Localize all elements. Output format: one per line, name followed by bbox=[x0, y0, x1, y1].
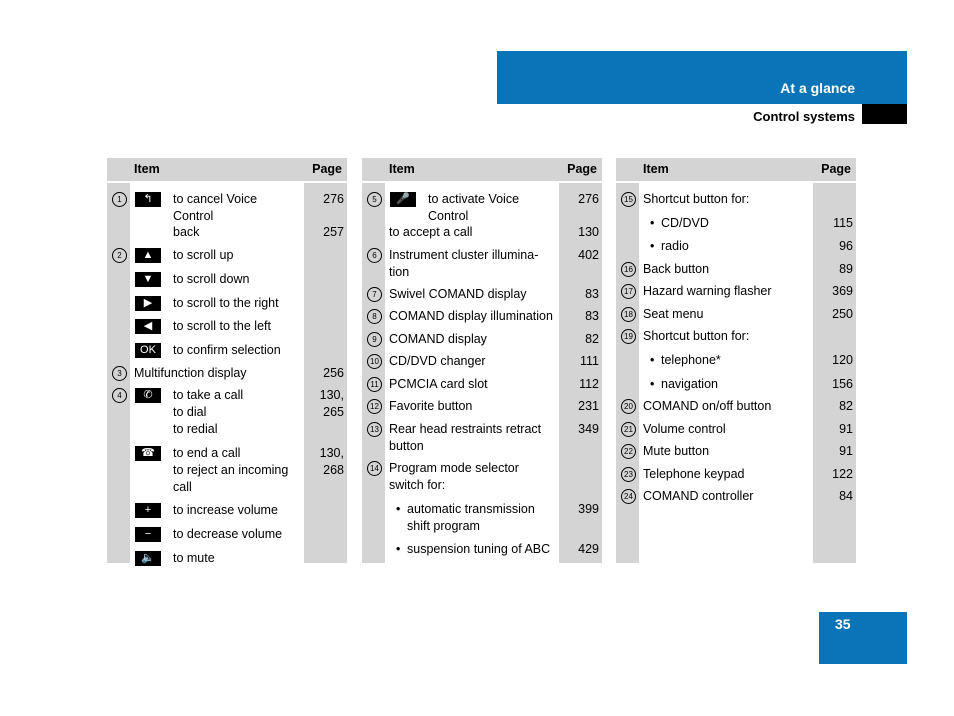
number-column bbox=[107, 158, 130, 563]
item-number: 12 bbox=[367, 399, 382, 414]
item-description: to increase volume bbox=[173, 503, 278, 517]
item-number: 22 bbox=[621, 444, 636, 459]
page-ref bbox=[585, 308, 599, 325]
item-number: 18 bbox=[621, 307, 636, 322]
page-ref bbox=[578, 247, 599, 264]
page-ref bbox=[578, 191, 599, 208]
page-ref-line: 120 bbox=[832, 353, 853, 367]
column-header-item: Item bbox=[134, 162, 160, 176]
item-description: Favorite button bbox=[389, 399, 473, 413]
page-ref-line: 276 bbox=[323, 192, 344, 206]
description-line: shift program bbox=[407, 519, 480, 533]
page-ref bbox=[839, 398, 853, 415]
page-ref-line: 399 bbox=[578, 502, 599, 516]
item-description: to mute bbox=[173, 551, 215, 565]
page-ref bbox=[578, 224, 599, 241]
item-description: suspension tuning of ABC bbox=[407, 542, 551, 556]
page-ref bbox=[578, 421, 599, 438]
item-description: COMAND display bbox=[389, 332, 487, 346]
description-line: switch for: bbox=[389, 478, 446, 492]
page-ref bbox=[578, 501, 599, 518]
bullet: • bbox=[650, 353, 655, 367]
header-bar bbox=[497, 51, 907, 104]
column-header-item: Item bbox=[643, 162, 669, 176]
page-ref bbox=[832, 376, 853, 393]
voice-control-icon: 🎤 bbox=[390, 192, 416, 207]
arrow-down-icon: ▼ bbox=[135, 272, 161, 287]
item-description bbox=[389, 460, 554, 494]
subsection-title: Control systems bbox=[753, 109, 855, 124]
item-description: Mute button bbox=[643, 444, 710, 458]
page-ref-line: 256 bbox=[323, 366, 344, 380]
item-description bbox=[407, 501, 557, 535]
description-line: to cancel Voice bbox=[173, 192, 258, 206]
page-ref bbox=[585, 286, 599, 303]
page-ref bbox=[832, 306, 853, 323]
item-description: to scroll to the right bbox=[173, 296, 279, 310]
page-ref-line: 276 bbox=[578, 192, 599, 206]
page-ref-line: 130, bbox=[319, 388, 344, 402]
page-ref bbox=[839, 421, 853, 438]
item-description: back bbox=[173, 225, 200, 239]
page-ref bbox=[323, 224, 344, 241]
page-ref bbox=[320, 445, 344, 479]
description-line: to activate Voice bbox=[428, 192, 520, 206]
description-line: to reject an incoming bbox=[173, 463, 289, 477]
item-description: COMAND controller bbox=[643, 489, 754, 503]
control-table-3 bbox=[616, 158, 856, 563]
page-column bbox=[304, 158, 347, 563]
description-line: Rear head restraints retract bbox=[389, 422, 542, 436]
table-header bbox=[362, 158, 602, 181]
page-ref-line: 250 bbox=[832, 307, 853, 321]
page-ref-line: 82 bbox=[839, 399, 853, 413]
item-number: 24 bbox=[621, 489, 636, 504]
item-description bbox=[389, 421, 554, 455]
subsection-marker bbox=[862, 104, 907, 124]
page-ref-line: 91 bbox=[839, 444, 853, 458]
control-table-2 bbox=[362, 158, 602, 563]
page-ref bbox=[578, 541, 599, 558]
phone-pickup-icon: ✆ bbox=[135, 388, 161, 403]
page-ref bbox=[832, 352, 853, 369]
item-description: to scroll down bbox=[173, 272, 250, 286]
page-ref bbox=[585, 331, 599, 348]
page-ref bbox=[578, 398, 599, 415]
page-number-box bbox=[819, 612, 907, 664]
page-ref-line: 268 bbox=[323, 463, 344, 477]
page-ref-line: 349 bbox=[578, 422, 599, 436]
table-header bbox=[616, 158, 856, 181]
page-ref bbox=[839, 488, 853, 505]
item-description: Volume control bbox=[643, 422, 726, 436]
minus-icon: − bbox=[135, 527, 161, 542]
item-description bbox=[173, 191, 303, 225]
item-description: to accept a call bbox=[389, 225, 473, 239]
item-number: 21 bbox=[621, 422, 636, 437]
control-table-1 bbox=[107, 158, 347, 563]
item-number: 13 bbox=[367, 422, 382, 437]
header-divider bbox=[107, 181, 347, 183]
page-ref bbox=[832, 283, 853, 300]
item-description: Shortcut button for: bbox=[643, 192, 750, 206]
item-description: CD/DVD bbox=[661, 216, 709, 230]
bullet: • bbox=[650, 216, 655, 230]
item-description: radio bbox=[661, 239, 689, 253]
item-description: COMAND display illumination bbox=[389, 309, 553, 323]
item-number: 4 bbox=[112, 388, 127, 403]
page-ref-line: 265 bbox=[323, 405, 344, 419]
page-ref-line: 115 bbox=[833, 216, 853, 230]
page-ref bbox=[832, 466, 853, 483]
item-number: 6 bbox=[367, 248, 382, 263]
description-line: Control bbox=[428, 209, 469, 223]
column-header-item: Item bbox=[389, 162, 415, 176]
page-ref bbox=[320, 387, 344, 421]
item-number: 20 bbox=[621, 399, 636, 414]
item-number: 3 bbox=[112, 366, 127, 381]
page-ref-line: 83 bbox=[585, 287, 599, 301]
page-ref-line: 122 bbox=[832, 467, 853, 481]
page-ref-line: 156 bbox=[832, 377, 853, 391]
item-number: 9 bbox=[367, 332, 382, 347]
phone-hangup-icon: ☎ bbox=[135, 446, 161, 461]
page-ref bbox=[839, 238, 853, 255]
description-line: call bbox=[173, 480, 192, 494]
item-description: to decrease volume bbox=[173, 527, 283, 541]
item-description: to scroll to the left bbox=[173, 319, 271, 333]
item-number: 23 bbox=[621, 467, 636, 482]
page-ref bbox=[323, 365, 344, 382]
item-number: 16 bbox=[621, 262, 636, 277]
item-number: 11 bbox=[367, 377, 382, 392]
page-ref-line: 84 bbox=[839, 489, 853, 503]
page-ref-line: 369 bbox=[832, 284, 853, 298]
bullet: • bbox=[396, 502, 401, 516]
item-description: Shortcut button for: bbox=[643, 329, 750, 343]
item-description bbox=[428, 191, 558, 225]
item-number: 17 bbox=[621, 284, 636, 299]
return-icon: ↰ bbox=[135, 192, 161, 207]
page-ref-line: 112 bbox=[579, 377, 599, 391]
item-description bbox=[173, 387, 303, 438]
description-line: to take a call bbox=[173, 388, 244, 402]
description-line: Control bbox=[173, 209, 214, 223]
item-number: 2 bbox=[112, 248, 127, 263]
item-number: 5 bbox=[367, 192, 382, 207]
item-description bbox=[173, 445, 303, 496]
item-description: COMAND on/off button bbox=[643, 399, 772, 413]
description-line: automatic transmission bbox=[407, 502, 535, 516]
item-description: Seat menu bbox=[643, 307, 704, 321]
mute-icon: 🔈 bbox=[135, 551, 161, 566]
page-ref bbox=[579, 376, 599, 393]
item-number: 1 bbox=[112, 192, 127, 207]
page-ref-line: 82 bbox=[585, 332, 599, 346]
plus-icon: + bbox=[135, 503, 161, 518]
page-ref bbox=[580, 353, 599, 370]
description-line: to end a call bbox=[173, 446, 241, 460]
page-ref-line: 83 bbox=[585, 309, 599, 323]
page-number: 35 bbox=[835, 616, 851, 632]
header-divider bbox=[362, 181, 602, 183]
table-header bbox=[107, 158, 347, 181]
page-ref-line: 91 bbox=[839, 422, 853, 436]
arrow-right-icon: ▶ bbox=[135, 296, 161, 311]
item-description: Hazard warning flasher bbox=[643, 284, 772, 298]
arrow-left-icon: ◀ bbox=[135, 319, 161, 334]
bullet: • bbox=[396, 542, 401, 556]
page-ref bbox=[323, 191, 344, 208]
item-description: navigation bbox=[661, 377, 718, 391]
bullet: • bbox=[650, 239, 655, 253]
page-ref-line: 96 bbox=[839, 239, 853, 253]
page-ref-line: 257 bbox=[323, 225, 344, 239]
item-number: 8 bbox=[367, 309, 382, 324]
item-description: Multifunction display bbox=[134, 366, 247, 380]
description-line: tion bbox=[389, 265, 410, 279]
header-divider bbox=[616, 181, 856, 183]
item-number: 7 bbox=[367, 287, 382, 302]
item-description: to scroll up bbox=[173, 248, 234, 262]
page-ref bbox=[839, 443, 853, 460]
item-number: 10 bbox=[367, 354, 382, 369]
item-number: 14 bbox=[367, 461, 382, 476]
item-number: 19 bbox=[621, 329, 636, 344]
item-description: PCMCIA card slot bbox=[389, 377, 488, 391]
page-ref bbox=[839, 261, 853, 278]
section-title: At a glance bbox=[780, 80, 855, 96]
page-ref-line: 130 bbox=[578, 225, 599, 239]
item-description: Swivel COMAND display bbox=[389, 287, 527, 301]
ok-icon: OK bbox=[135, 343, 161, 358]
arrow-up-icon: ▲ bbox=[135, 248, 161, 263]
item-description: CD/DVD changer bbox=[389, 354, 486, 368]
page-ref-line: 231 bbox=[578, 399, 599, 413]
page-ref-line: 429 bbox=[578, 542, 599, 556]
page-ref-line: 111 bbox=[579, 354, 599, 368]
column-header-page: Page bbox=[821, 162, 851, 176]
item-description: Back button bbox=[643, 262, 710, 276]
column-header-page: Page bbox=[312, 162, 342, 176]
item-description: to confirm selection bbox=[173, 343, 281, 357]
description-line: Program mode selector bbox=[389, 461, 519, 475]
description-line: button bbox=[389, 439, 424, 453]
description-line: to redial bbox=[173, 422, 218, 436]
page-ref-line: 89 bbox=[839, 262, 853, 276]
item-number: 15 bbox=[621, 192, 636, 207]
column-header-page: Page bbox=[567, 162, 597, 176]
bullet: • bbox=[650, 377, 655, 391]
item-description: Telephone keypad bbox=[643, 467, 745, 481]
page-ref-line: 402 bbox=[578, 248, 599, 262]
description-line: to dial bbox=[173, 405, 207, 419]
description-line: Instrument cluster illumina- bbox=[389, 248, 539, 262]
page-ref-line: 130, bbox=[319, 446, 344, 460]
item-description: telephone* bbox=[661, 353, 721, 367]
item-description bbox=[389, 247, 554, 281]
page-ref bbox=[833, 215, 853, 232]
